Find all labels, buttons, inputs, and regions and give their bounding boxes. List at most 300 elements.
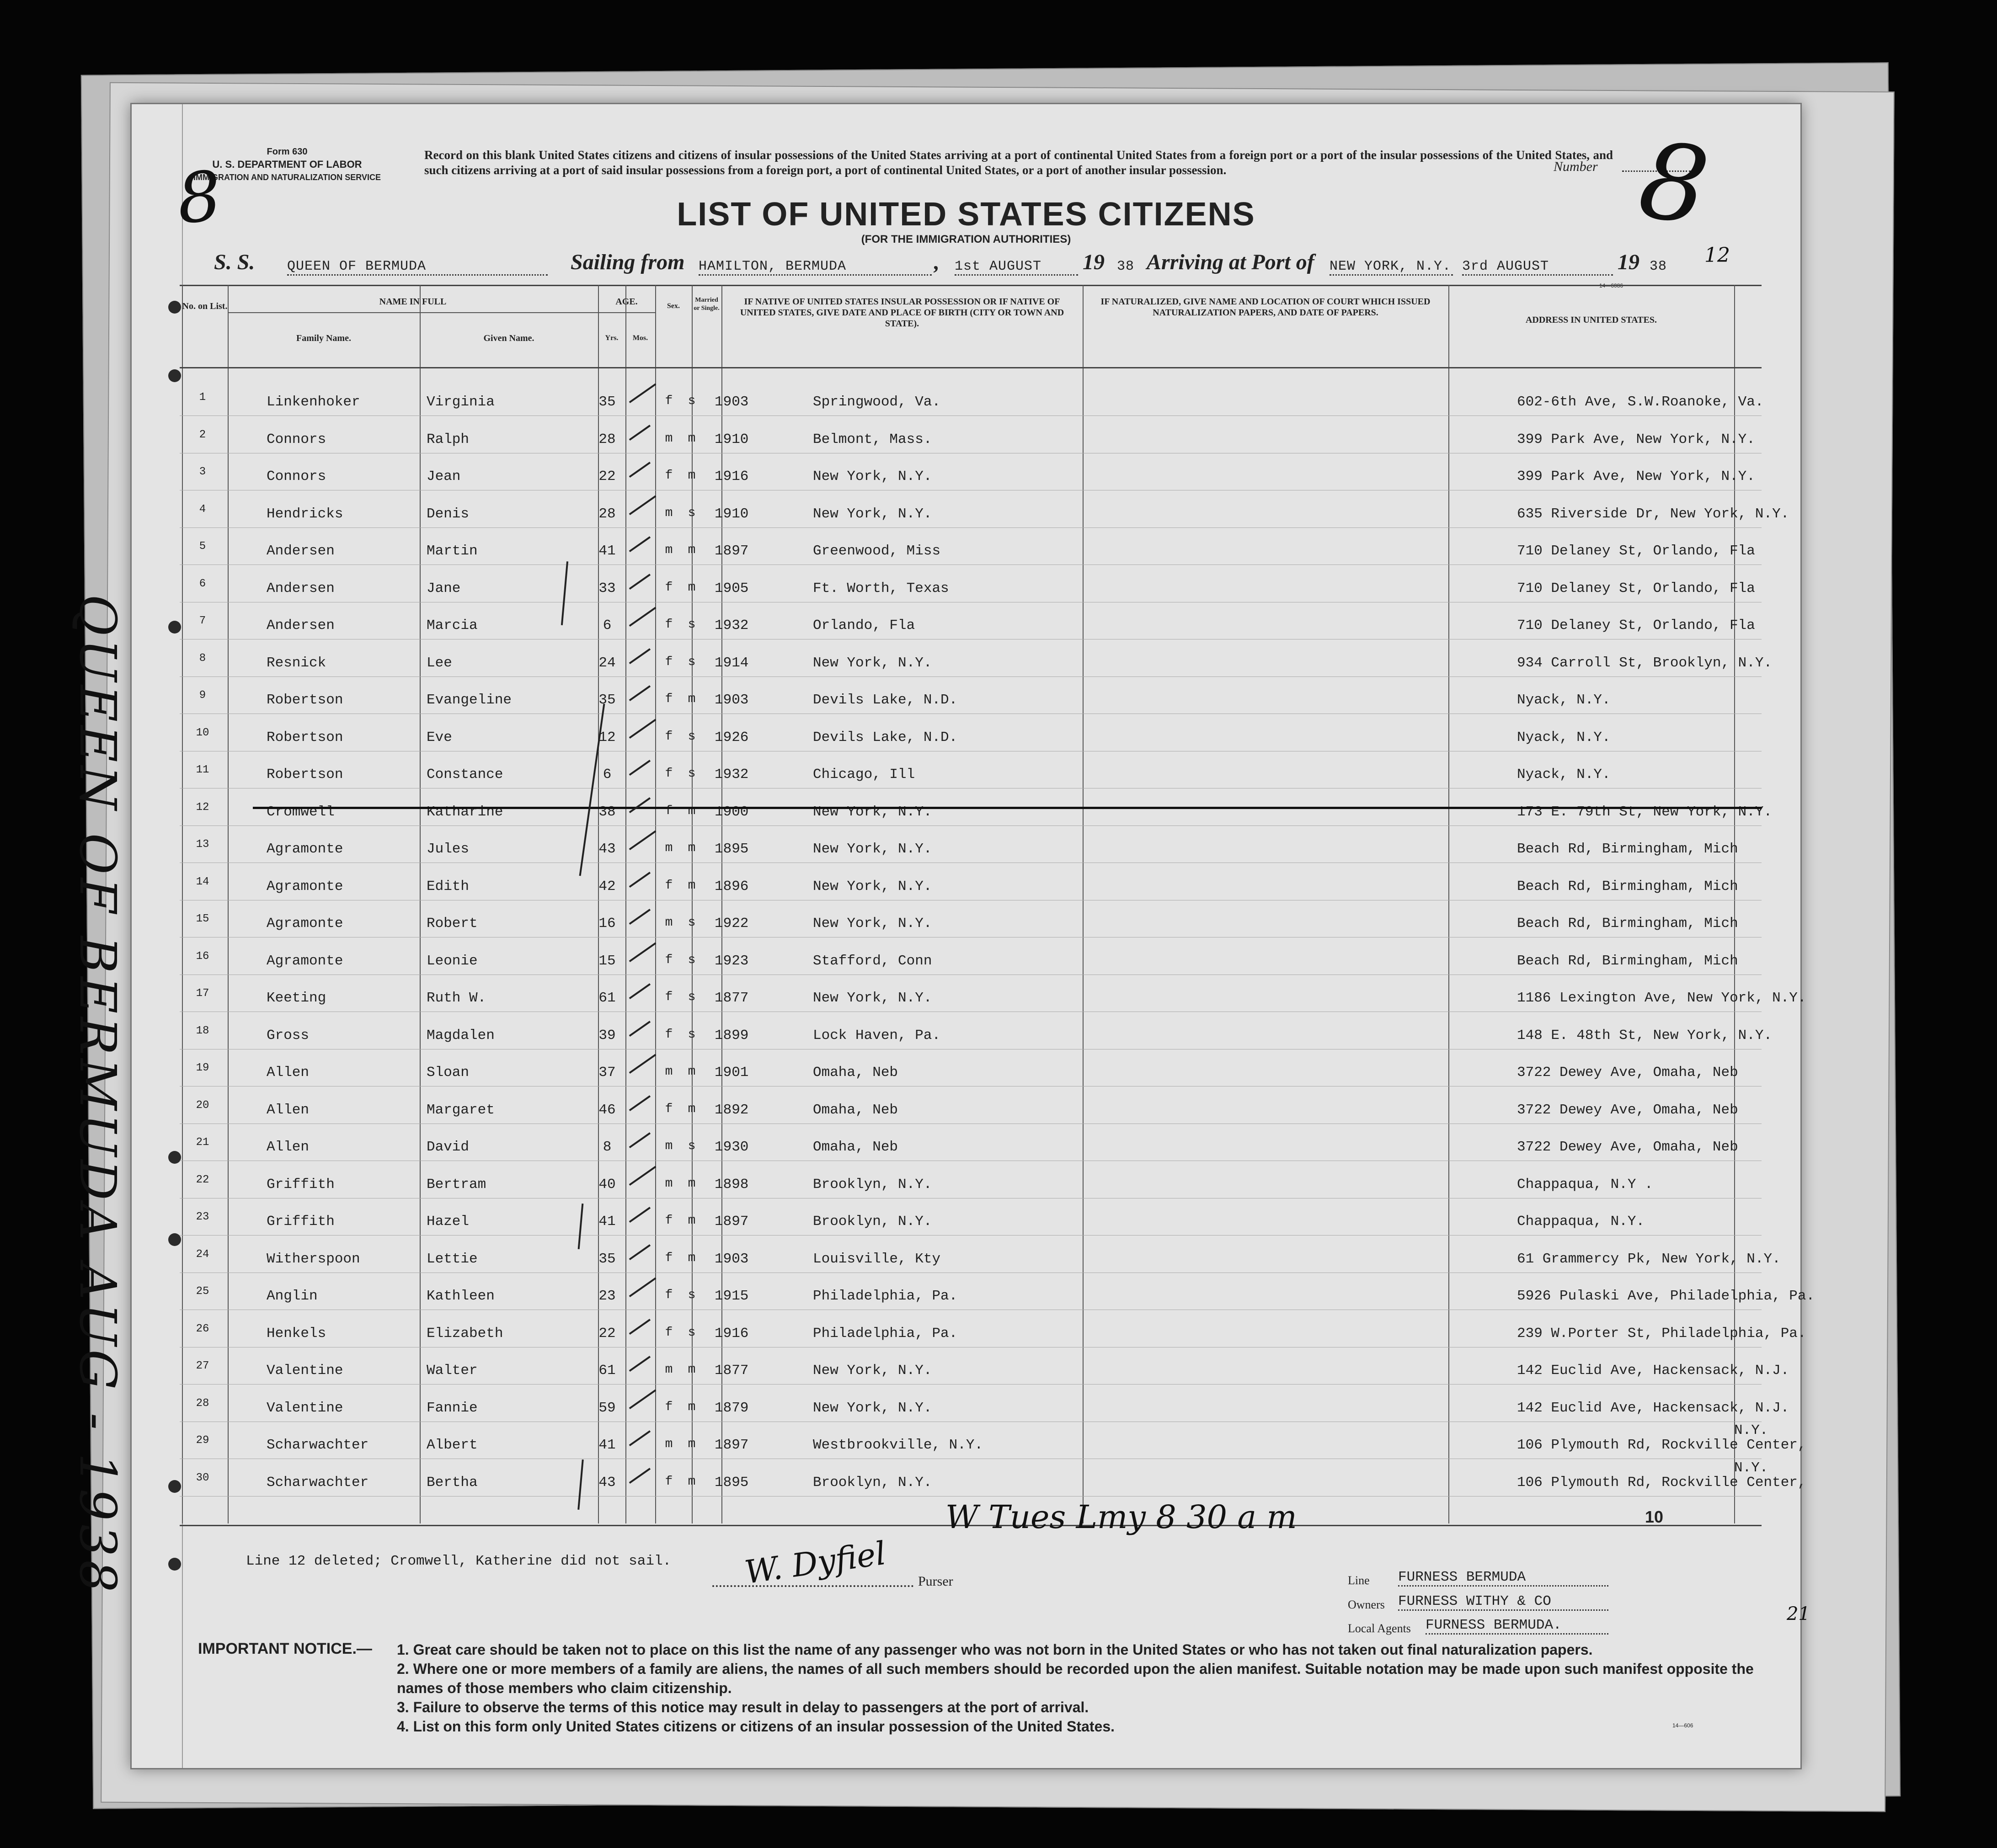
sailing-year: 38 [1117,259,1135,274]
given-name: Jane [427,580,461,596]
deletion-strikethrough [253,807,1762,809]
header-naturalized: IF NATURALIZED, GIVE NAME AND LOCATION OF COURT WHICH ISSUED NATURALIZATION PAPERS, AND DATE OF PAPERS. [1100,297,1431,318]
row-number: 17 [196,987,209,1000]
given-name: Ralph [427,431,470,447]
address: Beach Rd, Birmingham, Mich [1517,878,1738,895]
header-birth-info: IF NATIVE OF UNITED STATES INSULAR POSSESSION OR IF NATIVE OF UNITED STATES, GIVE DATE AND PLACE OF BIRTH (CITY OR TOWN AND STATE). [740,297,1064,329]
purser-signature: W. Dyfiel [742,1534,888,1592]
birth-year: 1895 [715,1474,749,1491]
birth-place: Omaha, Neb [813,1102,898,1118]
age-years: 40 [598,1176,616,1193]
address: Beach Rd, Birmingham, Mich [1517,953,1738,969]
address-suffix: N.Y. [1734,1459,1768,1476]
age-years: 46 [598,1102,616,1118]
marital-status: m [688,1400,696,1414]
address: Nyack, N.Y. [1517,729,1611,746]
birth-place: Devils Lake, N.D. [813,729,958,746]
binding-hole [168,1233,181,1246]
given-name: Jules [427,841,470,857]
row-number: 13 [196,838,209,851]
family-name: Griffith [267,1176,335,1193]
page-title: LIST OF UNITED STATES CITIZENS [677,196,1255,233]
age-years: 35 [598,394,616,410]
row-number: 10 [196,726,209,739]
binding-hole [168,369,181,382]
marital-status: m [688,804,696,818]
record-instructions: Record on this blank United States citizens and citizens of insular possessions of the United States arriving at a port of continental United States from a foreign port or a port of the insular possessions of the United States, and such citizens arriving at a port of said insular possessions from a foreign port, a port of continental United States, or a port of another insular possession. [424,148,1613,177]
birth-place: Philadelphia, Pa. [813,1288,958,1304]
address: Chappaqua, N.Y . [1517,1176,1653,1193]
given-name: Fannie [427,1400,478,1416]
sex: f [665,580,673,595]
page-subtitle: (FOR THE IMMIGRATION AUTHORITIES) [861,233,1071,245]
address: 106 Plymouth Rd, Rockville Center, [1517,1437,1806,1453]
address: 635 Riverside Dr, New York, N.Y. [1517,506,1789,522]
check-mark [629,1244,651,1260]
address: 148 E. 48th St, New York, N.Y. [1517,1027,1773,1044]
marital-status: m [688,692,696,706]
given-name: Hazel [427,1214,470,1230]
row-number: 18 [196,1024,209,1037]
check-mark [629,872,651,888]
header-mos: Mos. [632,334,648,342]
check-mark [629,1132,651,1148]
given-name: Bertha [427,1474,478,1491]
sex: f [665,767,673,781]
owners-label: Owners [1348,1598,1385,1611]
marital-status: s [688,1288,696,1302]
check-mark [629,831,657,850]
birth-year: 1877 [715,1363,749,1379]
passenger-row [180,975,1806,1012]
marital-status: s [688,1325,696,1340]
given-name: Margaret [427,1102,495,1118]
bottom-print-code: 14—606 [1672,1722,1693,1729]
row-number: 2 [199,428,206,441]
sex: f [665,618,673,632]
manifest-sheet [130,103,1815,1769]
marital-status: m [688,841,696,855]
passenger-row [180,1422,1806,1459]
birth-place: Devils Lake, N.D. [813,692,958,708]
side-handwritten-note: QUEEN OF BERMUDA AUG - 1938 [69,594,127,1596]
sailing-from-port: HAMILTON, BERMUDA [699,259,932,276]
family-name: Valentine [267,1400,343,1416]
passenger-row [180,527,1762,565]
age-years: 35 [598,692,616,708]
row-number: 27 [196,1360,209,1372]
passenger-row [180,1198,1762,1236]
birth-year: 1895 [715,841,749,857]
sex: f [665,1214,673,1228]
family-name: Cromwell [267,804,335,820]
birth-year: 1910 [715,431,749,447]
row-number: 21 [196,1136,209,1149]
birth-year: 1901 [715,1065,749,1081]
sex: m [665,543,673,557]
check-mark [629,797,651,813]
agents-label: Local Agents [1348,1622,1411,1635]
age-years: 43 [598,1474,616,1491]
marital-status: s [688,729,696,744]
birth-place: New York, N.Y. [813,506,932,522]
address: 3722 Dewey Ave, Omaha, Neb [1517,1139,1738,1155]
check-mark [629,1278,657,1297]
age-years: 41 [598,1437,616,1453]
row-number: 22 [196,1173,209,1186]
given-name: David [427,1139,470,1155]
row-number: 23 [196,1211,209,1223]
address: 934 Carroll St, Brooklyn, N.Y. [1517,655,1773,671]
birth-year: 1910 [715,506,749,522]
address: 1186 Lexington Ave, New York, N.Y. [1517,990,1806,1006]
marital-status: m [688,1176,696,1191]
address: 173 E. 79th St, New York, N.Y. [1517,804,1773,820]
age-years: 12 [598,729,616,746]
passenger-row [180,1012,1773,1049]
notice-heading: IMPORTANT NOTICE.— [198,1640,372,1657]
family-name: Robertson [267,692,343,708]
address: 61 Grammercy Pk, New York, N.Y. [1517,1251,1781,1267]
margin-mark: 21 [1787,1603,1810,1624]
family-name: Griffith [267,1214,335,1230]
agents-value: FURNESS BERMUDA. [1426,1617,1608,1635]
family-name: Resnick [267,655,326,671]
ship-name: QUEEN OF BERMUDA [287,259,548,276]
age-years: 28 [598,431,616,447]
birth-place: Stafford, Conn [813,953,932,969]
family-name: Agramonte [267,953,343,969]
address: 239 W.Porter St, Philadelphia, Pa. [1517,1325,1806,1342]
family-name: Linkenhoker [267,394,360,410]
passenger-row [180,900,1762,937]
given-name: Albert [427,1437,478,1453]
check-mark [629,760,651,776]
passenger-row [180,416,1762,453]
passenger-row [180,639,1773,677]
sex: f [665,990,673,1004]
family-name: Allen [267,1139,310,1155]
address: 399 Park Ave, New York, N.Y. [1517,469,1755,485]
address: 142 Euclid Ave, Hackensack, N.J. [1517,1400,1789,1416]
birth-place: Brooklyn, N.Y. [813,1176,932,1193]
given-name: Magdalen [427,1027,495,1044]
check-mark [629,719,657,738]
age-years: 28 [598,506,616,522]
sex: m [665,506,673,520]
check-mark [629,648,651,664]
comma-sep: , [934,250,940,274]
check-mark [629,383,657,403]
row-number: 6 [199,577,206,590]
sex: f [665,394,673,408]
sex: m [665,1139,673,1153]
row-number: 9 [199,689,206,702]
page-mark: 12 [1704,244,1730,267]
marital-status: s [688,506,696,520]
address: 3722 Dewey Ave, Omaha, Neb [1517,1065,1738,1081]
birth-year: 1914 [715,655,749,671]
header-age: AGE. [615,297,638,307]
row-number: 28 [196,1397,209,1410]
family-name: Valentine [267,1363,343,1379]
form-number: Form 630 [267,147,308,157]
arriving-label: Arriving at Port of [1147,250,1314,274]
given-name: Lettie [427,1251,478,1267]
family-name: Agramonte [267,916,343,932]
sex: f [665,1400,673,1414]
sex: f [665,1474,673,1489]
header-sex: Sex. [667,302,680,310]
birth-year: 1926 [715,729,749,746]
birth-year: 1897 [715,1214,749,1230]
arrival-port: NEW YORK, N.Y. [1330,259,1453,276]
marital-status: s [688,1027,696,1042]
sex: f [665,1027,673,1042]
birth-year: 1932 [715,618,749,634]
age-years: 8 [603,1139,612,1155]
row-number: 4 [199,503,206,516]
age-years: 59 [598,1400,616,1416]
check-mark [629,1319,651,1335]
given-name: Eve [427,729,452,746]
marital-status: m [688,431,696,446]
sex: f [665,1325,673,1340]
header-given-name: Given Name. [483,333,534,343]
marital-status: s [688,394,696,408]
birth-place: New York, N.Y. [813,916,932,932]
given-name: Walter [427,1363,478,1379]
address: Beach Rd, Birmingham, Mich [1517,916,1738,932]
given-name: Evangeline [427,692,512,708]
birth-year: 1922 [715,916,749,932]
passenger-row [180,1049,1762,1086]
family-name: Allen [267,1065,310,1081]
age-years: 43 [598,841,616,857]
address: Nyack, N.Y. [1517,692,1611,708]
left-margin [132,104,183,1768]
given-name: Virginia [427,394,495,410]
header-yrs: Yrs. [605,334,619,342]
sex: f [665,1288,673,1302]
header-address: ADDRESS IN UNITED STATES. [1525,315,1657,325]
sex: f [665,1251,673,1265]
passenger-row [180,453,1762,490]
birth-year: 1932 [715,767,749,783]
passenger-row [180,825,1762,863]
address-suffix: N.Y. [1734,1422,1768,1438]
age-years: 22 [598,1325,616,1342]
address: 399 Park Ave, New York, N.Y. [1517,431,1755,447]
age-years: 37 [598,1065,616,1081]
notice-item: 3. Failure to observe the terms of this notice may result in delay to passengers at the port of arrival. [397,1699,1089,1715]
number-label: Number [1554,159,1598,174]
birth-place: Greenwood, Miss [813,543,941,559]
check-mark [629,1468,651,1484]
given-name: Marcia [427,618,478,634]
service-name: IMMIGRATION AND NATURALIZATION SERVICE [193,173,381,182]
marital-status: s [688,655,696,669]
check-mark [629,462,651,478]
birth-year: 1903 [715,1251,749,1267]
age-years: 61 [598,990,616,1006]
age-years: 41 [598,543,616,559]
birth-place: Brooklyn, N.Y. [813,1214,932,1230]
purser-line [712,1585,913,1587]
address: 142 Euclid Ave, Hackensack, N.J. [1517,1363,1789,1379]
passenger-row [180,1310,1806,1347]
given-name: Bertram [427,1176,486,1193]
check-mark [629,1095,651,1111]
birth-place: Lock Haven, Pa. [813,1027,941,1044]
family-name: Connors [267,431,326,447]
passenger-row [180,714,1762,751]
binding-hole [168,1480,181,1493]
sailing-from-label: Sailing from [571,250,685,274]
age-years: 35 [598,1251,616,1267]
passenger-row [180,751,1762,788]
notice-item: 4. List on this form only United States citizens or citizens of an insular possession of the United States. [397,1718,1115,1735]
address: 106 Plymouth Rd, Rockville Center, [1517,1474,1806,1491]
check-mark [629,685,651,701]
marital-status: m [688,1214,696,1228]
check-mark [629,425,651,441]
passenger-row [180,1347,1789,1385]
passenger-row [180,1459,1806,1497]
given-name: Leonie [427,953,478,969]
binding-hole [168,1558,181,1571]
birth-place: New York, N.Y. [813,878,932,895]
birth-year: 1897 [715,543,749,559]
header-name-in-full: NAME IN FULL [379,297,447,307]
owners-value: FURNESS WITHY & CO [1398,1593,1608,1611]
marital-status: m [688,1437,696,1451]
passenger-row [180,676,1762,714]
given-name: Constance [427,767,503,783]
marital-status: m [688,1363,696,1377]
sailing-date: 1st AUGUST [955,259,1078,276]
birth-year: 1879 [715,1400,749,1416]
age-years: 16 [598,916,616,932]
birth-place: Springwood, Va. [813,394,941,410]
age-years: 39 [598,1027,616,1044]
birth-year: 1896 [715,878,749,895]
check-mark [629,983,651,999]
binding-hole [168,1151,181,1164]
family-name: Robertson [267,767,343,783]
marital-status: s [688,618,696,632]
given-name: Elizabeth [427,1325,503,1342]
passenger-count: 10 [1645,1507,1664,1526]
corner-handwritten-number: 8 [174,156,224,240]
birth-place: Philadelphia, Pa. [813,1325,958,1342]
family-name: Scharwachter [267,1437,369,1453]
sex: m [665,1065,673,1079]
binding-hole [168,301,181,314]
birth-year: 1905 [715,580,749,596]
family-name: Agramonte [267,841,343,857]
birth-place: New York, N.Y. [813,841,932,857]
line-label: Line [1348,1574,1370,1587]
birth-place: Omaha, Neb [813,1065,898,1081]
line-value: FURNESS BERMUDA [1398,1569,1608,1587]
notice-items [397,1640,1759,1736]
family-name: Andersen [267,580,335,596]
passenger-row [180,490,1789,528]
marital-status: m [688,1251,696,1265]
sailing-year-prefix: 19 [1083,250,1105,274]
given-name: Denis [427,506,470,522]
notice-item: 2. Where one or more members of a family are aliens, the names of all such members should be recorded upon the alien manifest. Suitable notation may be made upon such manifest opposite the names of those members who claim citizenship. [397,1661,1754,1696]
birth-place: Chicago, Ill [813,767,915,783]
sex: f [665,878,673,893]
passenger-row [180,863,1762,900]
check-mark [629,1021,651,1037]
address: 710 Delaney St, Orlando, Fla [1517,543,1755,559]
birth-year: 1923 [715,953,749,969]
age-years: 41 [598,1214,616,1230]
check-mark [629,1356,651,1372]
marital-status: m [688,1065,696,1079]
birth-place: New York, N.Y. [813,469,932,485]
passenger-row [180,1273,1815,1310]
passenger-row [180,1385,1789,1422]
row-number: 19 [196,1062,209,1074]
address: Chappaqua, N.Y. [1517,1214,1645,1230]
marital-status: m [688,1474,696,1489]
age-years: 42 [598,878,616,895]
address: 3722 Dewey Ave, Omaha, Neb [1517,1102,1738,1118]
family-name: Scharwachter [267,1474,369,1491]
birth-place: New York, N.Y. [813,1400,932,1416]
check-mark [629,574,651,590]
passenger-row [180,378,1762,416]
birth-year: 1916 [715,469,749,485]
birth-year: 1916 [715,1325,749,1342]
handwritten-time-note: W Tues Lmy 8 30 a m [945,1498,1297,1536]
check-mark [629,1389,657,1409]
sex: m [665,916,673,930]
sex: f [665,469,673,483]
marital-status: m [688,469,696,483]
sex: f [665,729,673,744]
row-number: 1 [199,391,206,404]
check-mark [629,942,657,962]
header-married-single: Married or Single. [694,297,720,312]
passenger-row [180,1086,1762,1124]
age-years: 38 [598,804,616,820]
passenger-row [180,565,1762,602]
birth-year: 1892 [715,1102,749,1118]
family-name: Connors [267,469,326,485]
row-number: 15 [196,913,209,925]
ss-label: S. S. [214,250,255,274]
given-name: Martin [427,543,478,559]
check-mark [629,536,651,552]
marital-status: s [688,953,696,967]
passenger-row [180,788,1773,826]
check-mark [629,1430,651,1446]
given-name: Kathleen [427,1288,495,1304]
birth-place: New York, N.Y. [813,990,932,1006]
marital-status: m [688,543,696,557]
birth-place: New York, N.Y. [813,804,932,820]
sex: m [665,1176,673,1191]
row-number: 30 [196,1471,209,1484]
given-name: Edith [427,878,470,895]
family-name: Gross [267,1027,310,1044]
birth-year: 1877 [715,990,749,1006]
